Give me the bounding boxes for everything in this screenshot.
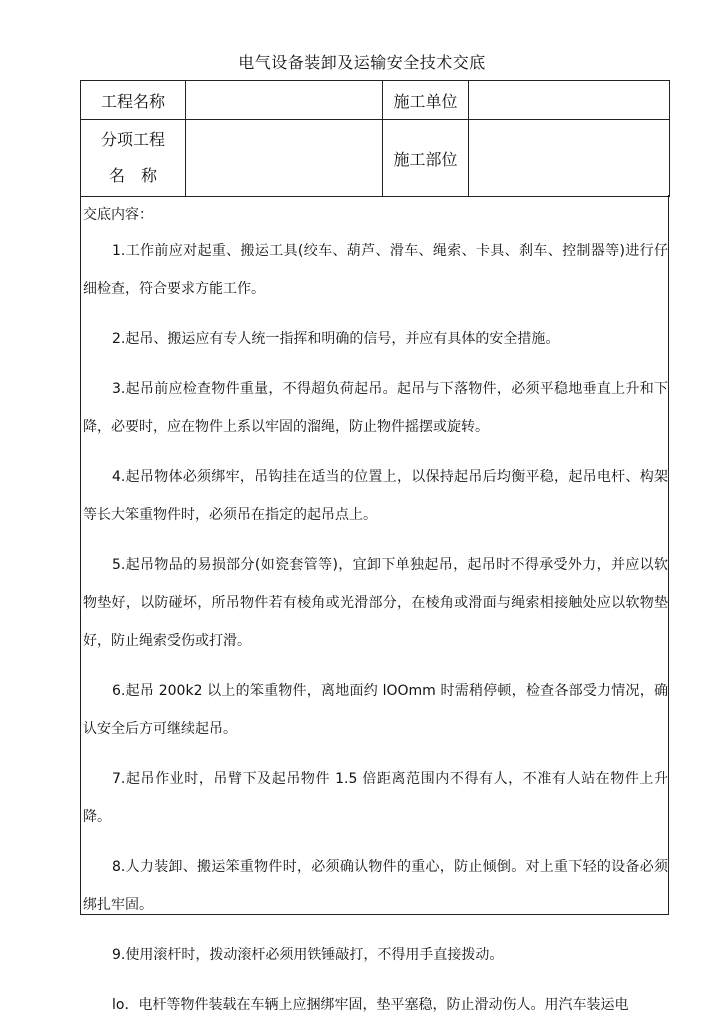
header-row-project — [81, 81, 670, 120]
construction-unit-label: 施工单位 — [383, 81, 469, 120]
sub-project-field[interactable] — [186, 120, 383, 197]
content-item: 6.起吊 200k2 以上的笨重物件，离地面约 lOOmm 时需稍停顿，检查各部受力情况，确认安全后方可继续起吊。 — [83, 683, 668, 737]
briefing-content — [80, 195, 669, 1013]
content-item: 7.起吊作业时，吊臂下及起吊物件 1.5 倍距离范围内不得有人，不准有人站在物件上升降。 — [83, 771, 668, 825]
sub-project-label-line2: 名 称 — [108, 166, 157, 185]
content-item: 3.起吊前应检查物件重量，不得超负荷起吊。起吊与下落物件，必须平稳地垂直上升和下降，必要时，应在物件上系以牢固的溜绳，防止物件摇摆或旋转。 — [83, 381, 668, 435]
sub-project-label — [81, 120, 186, 197]
project-name-field[interactable] — [186, 81, 383, 120]
header-row-subproject — [81, 120, 670, 197]
content-item: lo．电杆等物件装载在车辆上应捆绑牢固，垫平塞稳，防止滑动伤人。用汽车装运电 — [112, 997, 629, 1013]
content-item: 5.起吊物品的易损部分(如瓷套管等)，宜卸下单独起吊，起吊时不得承受外力，并应以软物垫好，以防碰坏，所吊物件若有棱角或光滑部分，在棱角或滑面与绳索相接触处应以软物垫好，防止绳索受伤或打滑。 — [83, 557, 668, 649]
construction-location-field[interactable] — [469, 120, 670, 197]
document-title: 电气设备装卸及运输安全技术交底 — [238, 53, 486, 72]
sub-project-label-line1: 分项工程 — [100, 130, 165, 149]
header-table — [80, 80, 670, 197]
content-item: 1.工作前应对起重、搬运工具(绞车、葫芦、滑车、绳索、卡具、刹车、控制器等)进行仔细检查，符合要求方能工作。 — [83, 243, 668, 297]
content-item: 9.使用滚杆时，拨动滚杆必须用铁锤敲打，不得用手直接拨动。 — [112, 947, 504, 963]
content-item: 8.人力装卸、搬运笨重物件时，必须确认物件的重心，防止倾倒。对上重下轻的设备必须绑扎牢固。 — [83, 859, 668, 913]
content-item: 4.起吊物体必须绑牢，吊钩挂在适当的位置上，以保持起吊后均衡平稳，起吊电杆、构架等长大笨重物件时，必须吊在指定的起吊点上。 — [83, 469, 668, 523]
content-item: 2.起吊、搬运应有专人统一指挥和明确的信号，并应有具体的安全措施。 — [112, 331, 560, 347]
construction-location-label: 施工部位 — [383, 120, 469, 197]
project-name-label: 工程名称 — [81, 81, 186, 120]
content-lead: 交底内容： — [83, 207, 153, 223]
construction-unit-field[interactable] — [469, 81, 670, 120]
